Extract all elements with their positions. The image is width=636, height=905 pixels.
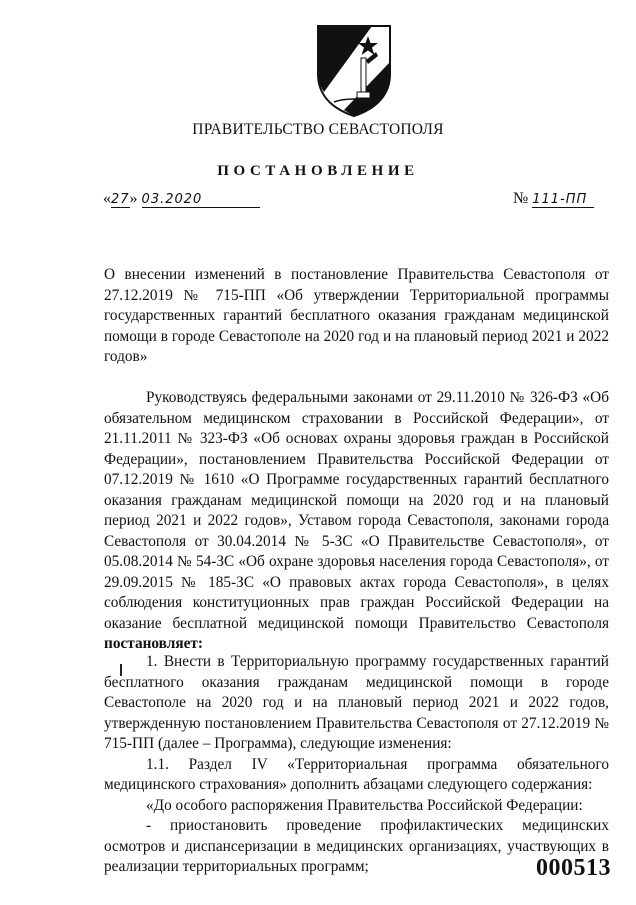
document-type-title: ПОСТАНОВЛЕНИЕ bbox=[217, 163, 419, 179]
document-code: 000513 bbox=[536, 855, 611, 881]
number-sign: № bbox=[513, 190, 529, 207]
date-quote-close: » bbox=[129, 190, 138, 207]
document-number bbox=[513, 190, 594, 208]
date-month-year: 03.2020 bbox=[142, 192, 260, 208]
item-1: 1. Внести в Территориальную программу государственных гарантий бесплатного оказания гражданам медицинской помощи в городе Севастополе на 2020 год и на плановый период 2021 и 2022 годов, утвержденную постановлением Правительства Севастополя от 27.12.2019 № 715-ПП (далее – Программа), следующие изменения: bbox=[104, 653, 609, 752]
date-day: 27 bbox=[111, 192, 130, 207]
item-1-1: 1.1. Раздел IV «Территориальная программа обязательного медицинского страхования» дополнить абзацами следующего содержания: bbox=[104, 755, 609, 793]
document-date bbox=[103, 190, 260, 208]
sevastopol-coat-of-arms bbox=[314, 22, 394, 118]
number-value: 111-ПП bbox=[532, 192, 594, 208]
item-bullet: - приостановить проведение профилактических медицинских осмотров и диспансеризации в медицинских организациях, участвующих в реализации территориальных программ; bbox=[104, 817, 609, 875]
decree-colon: : bbox=[197, 635, 204, 652]
government-name: ПРАВИТЕЛЬСТВО СЕВАСТОПОЛЯ bbox=[192, 121, 444, 138]
date-quote-open: « bbox=[103, 190, 111, 207]
preamble bbox=[104, 388, 609, 655]
document-subject: О внесении изменений в постановление Правительства Севастополя от 27.12.2019 № 715-ПП «Об утверждении Территориальной программы государственных гарантий бесплатного оказания гражданам медицинской помощи в городе Севастополе на 2020 год и на плановый период 2021 и 2022 годов» bbox=[104, 266, 609, 365]
decree-word: постановляет bbox=[104, 635, 198, 652]
item-quote-intro: «До особого распоряжения Правительства Российской Федерации: bbox=[146, 796, 583, 814]
preamble-text: Руководствуясь федеральными законами от 29.11.2010 № 326-ФЗ «Об обязательном медицинском страховании в Российской Федерации», от 21.11.2011 № 323-ФЗ «Об основах охраны здоровья граждан в Российской Федерации», постановлением Правительства Российской Федерации от 07.12.2019 № 1610 «О Программе государственных гарантий бесплатного оказания гражданам медицинской помощи на 2020 год и на плановый период 2021 и 2022 годов», Уставом города Севастополя, законами города Севастополя от 30.04.2014 № 5-ЗС «О Правительстве Севастополя», от 05.08.2014 № 54-ЗС «Об охране здоровья населения города Севастополя», от 29.09.2015 № 185-ЗС «О правовых актах города Севастополя», в целях соблюдения конституционных прав граждан Российской Федерации на оказание бесплатной медицинской помощи Правительство Севастополя bbox=[104, 389, 609, 632]
amendment-items bbox=[104, 652, 609, 878]
